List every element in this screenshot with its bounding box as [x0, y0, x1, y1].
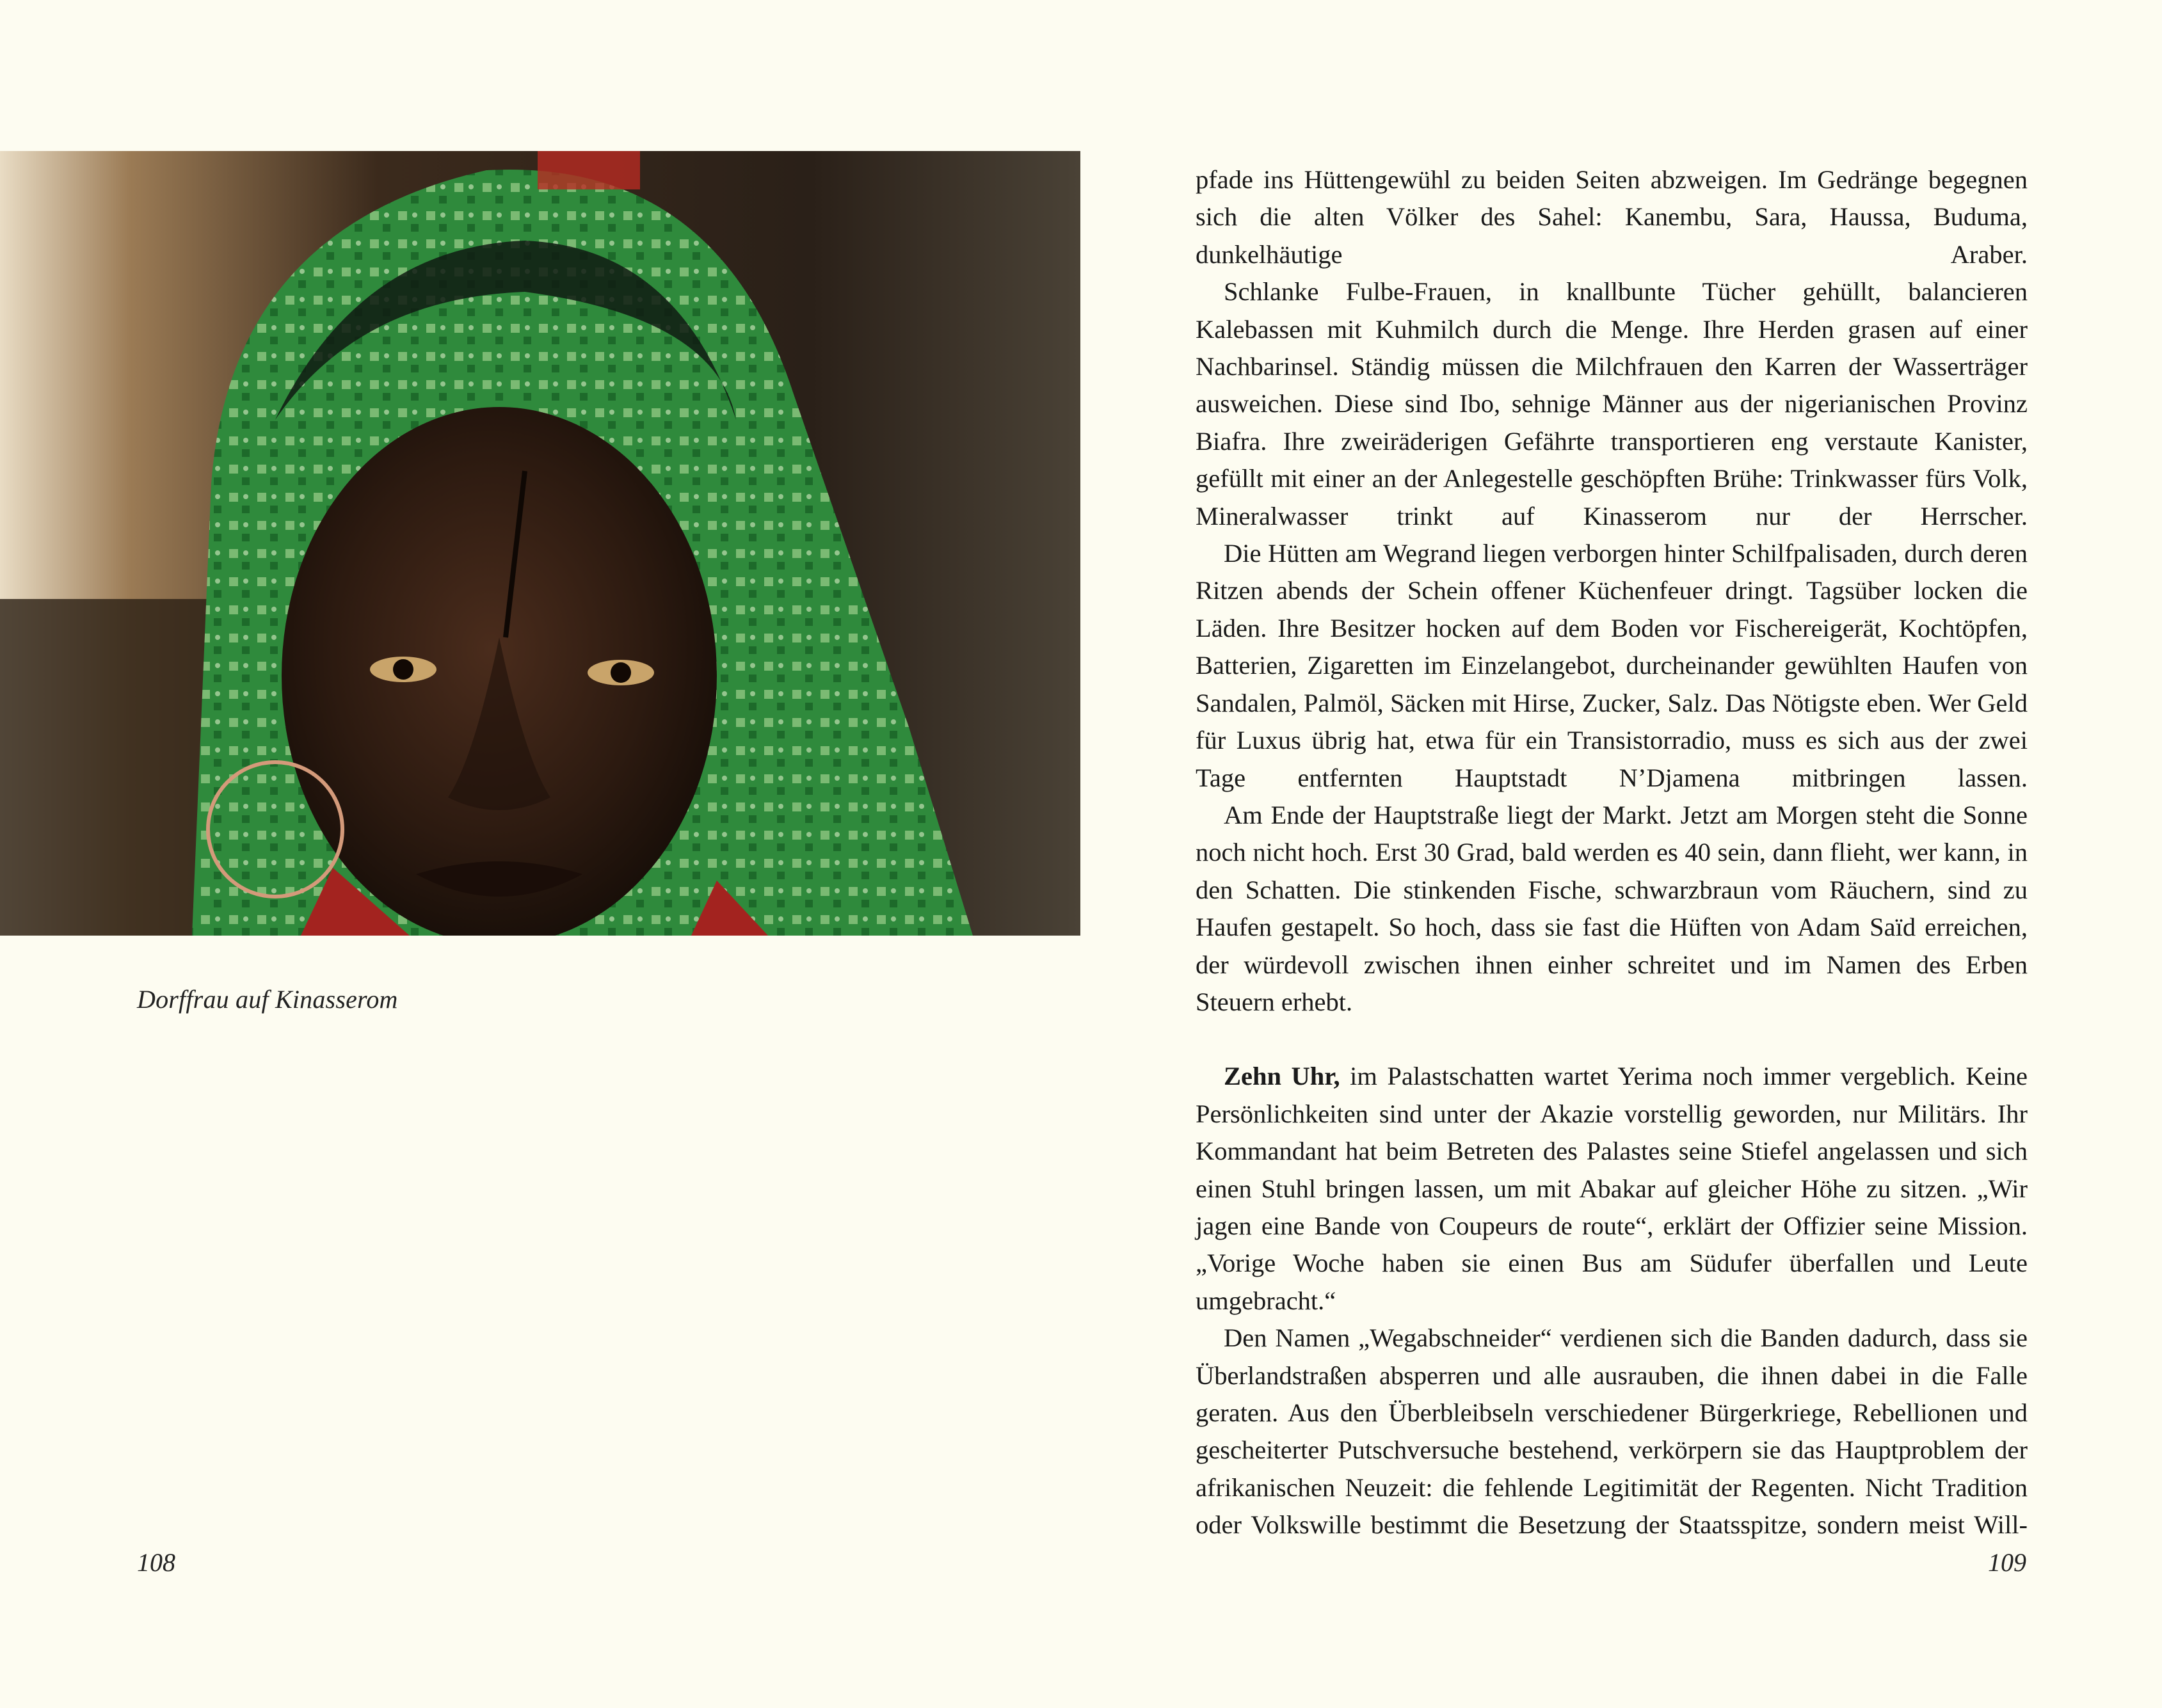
- section-first-text: im Palastschatten wartet Yerima noch immer vergeblich. Keine Persönlichkeiten sind unter der Akazie vorstellig geworden, nur Militärs. Ihr Kommandant hat beim Betreten des Palastes seine Stiefel angelassen und sich einen Stuhl bringen lassen, um mit Abakar auf gleicher Höhe zu sitzen. „Wir jagen eine Bande von Coupeurs de route“, erklärt der Offizier seine Mission. „Vorige Woche haben sie einen Bus am Südufer überfallen und Leute umgebracht.“: [1196, 1062, 2028, 1315]
- portrait-illustration: [0, 151, 1080, 936]
- section-break: [1196, 1021, 2028, 1058]
- paragraph: pfade ins Hüttengewühl zu beiden Seiten abzweigen. Im Gedränge begegnen sich die alten Völker des Sahel: Kanembu, Sara, Haussa, Buduma, dunkelhäutige Araber.: [1196, 165, 2028, 269]
- paragraph: Am Ende der Hauptstraße liegt der Markt. Jetzt am Morgen steht die Sonne noch nicht hoch. Erst 30 Grad, bald werden es 40 sein, dann flieht, wer kann, in den Schatten. Die stinkenden Fische, schwarzbraun vom Räuchern, sind zu Haufen gestapelt. So hoch, dass sie fast die Hüften von Adam Saïd erreichen, der würdevoll zwischen ihnen einher schreitet und im Namen des Erben Steuern erhebt.: [1196, 800, 2028, 1016]
- paragraph: Die Hütten am Wegrand liegen verborgen hinter Schilfpalisaden, durch deren Ritzen abends der Schein offener Küchenfeuer dringt. Tagsüber locken die Läden. Ihre Besitzer hocken auf dem Boden vor Fischereigerät, Kochtöpfen, Batterien, Zigaretten im Einzelangebot, durcheinander gewühlten Haufen von Sandalen, Palmöl, Säcken mit Hirse, Zucker, Salz. Das Nötigste eben. Wer Geld für Luxus übrig hat, etwa für ein Transistorradio, muss es sich aus der zwei Tage entfernten Hauptstadt N’Djamena mitbringen lassen.: [1196, 539, 2028, 792]
- paragraph: Den Namen „Wegabschneider“ verdienen sich die Banden dadurch, dass sie Überlandstraßen absperren und alle ausrauben, die ihnen dabei in die Falle geraten. Aus den Überbleibseln verschiedener Bürgerkriege, Rebellionen und gescheiterter Putschversuche bestehend, verkörpern sie das Hauptproblem der afrikanischen Neuzeit: die fehlende Legitimität der Regenten. Nicht Tradition oder Volkswille bestimmt die Besetzung der Staatsspitze, sondern meist Will-: [1196, 1323, 2028, 1540]
- page-number-left: 108: [137, 1548, 175, 1577]
- section-lead: Zehn Uhr,: [1224, 1062, 1340, 1091]
- paragraph: Schlanke Fulbe-Frauen, in knallbunte Tücher gehüllt, balancieren Kalebassen mit Kuhmilch durch die Menge. Ihre Herden grasen auf einer Nachbarinsel. Ständig müssen die Milchfrauen den Karren der Wasserträger ausweichen. Diese sind Ibo, sehnige Männer aus der nigerianischen Provinz Biafra. Ihre zweiräderigen Gefährte transportieren eng verstaute Kanister, gefüllt mit einer an der Anlegestelle geschöpften Brühe: Trinkwasser fürs Volk, Mineralwasser trinkt auf Kinasserom nur der Herrscher.: [1196, 277, 2028, 531]
- photo-caption: Dorffrau auf Kinasserom: [137, 985, 398, 1014]
- page-number-right: 109: [1988, 1548, 2026, 1577]
- body-text: [1196, 161, 2028, 1544]
- paragraph-section-start: [1196, 1058, 2028, 1320]
- portrait-photo: [0, 151, 1080, 936]
